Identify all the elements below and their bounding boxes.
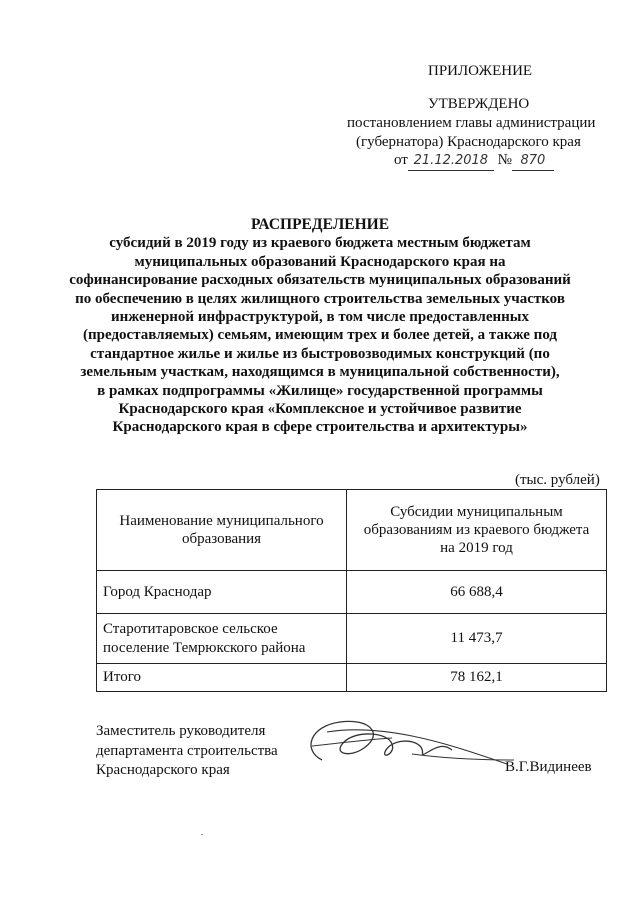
subsidy-value: 11 473,7: [347, 614, 607, 664]
position-line: Краснодарского края: [96, 762, 230, 778]
header-text: Субсидии муниципальным: [390, 504, 563, 520]
title-line: (предоставляемых) семьям, имеющим трех и более детей, а также под: [83, 327, 557, 344]
handwritten-signature: [292, 708, 522, 780]
position-line: департамента строительства: [96, 742, 278, 759]
approval-line-1: постановлением главы администрации: [347, 115, 596, 131]
from-label: от: [394, 152, 408, 168]
signatory-name: В.Г.Видинеев: [505, 759, 592, 775]
title-line: субсидий в 2019 году из краевого бюджета местным бюджетам: [109, 235, 531, 252]
approval-number: 870: [512, 151, 554, 171]
subsidy-value: 66 688,4: [347, 571, 607, 614]
column-header-municipality: [97, 490, 347, 571]
title-line: Краснодарского края в сфере строительства и архитектуры»: [112, 419, 528, 436]
scan-speck: [201, 834, 203, 835]
header-text: образования: [181, 531, 262, 547]
title-line: муниципальных образований Краснодарского края на: [134, 253, 506, 270]
title-heading: РАСПРЕДЕЛЕНИЕ: [250, 216, 390, 233]
municipality-name: [97, 614, 347, 664]
units-label: (тыс. рублей): [515, 472, 600, 488]
table-row-total: [97, 664, 607, 692]
header-text: на 2019 год: [440, 540, 513, 556]
column-header-subsidy: [347, 490, 607, 571]
subsidy-table: [96, 489, 607, 692]
title-line: земельным участкам, находящимся в муниципальной собственности),: [80, 364, 560, 381]
title-line: стандартное жилье и жилье из быстровозводимых конструкций (по: [90, 345, 550, 362]
municipality-name: Город Краснодар: [97, 571, 347, 614]
title-line: инженерной инфраструктурой, в том числе предоставленных: [111, 309, 529, 326]
number-sign: №: [497, 152, 512, 168]
approved-label: УТВЕРЖДЕНО: [428, 96, 530, 112]
table-row: [97, 571, 607, 614]
signatory-position: [96, 722, 278, 781]
title-line: софинансирование расходных обязательств муниципальных образований: [69, 272, 571, 289]
appendix-label: ПРИЛОЖЕНИЕ: [428, 63, 533, 79]
table-row: [97, 614, 607, 664]
title-line: по обеспечению в целях жилищного строительства земельных участков: [75, 290, 565, 307]
document-title: [30, 216, 610, 437]
total-label: Итого: [97, 664, 347, 692]
title-line: Краснодарского края «Комплексное и устойчивое развитие: [118, 401, 522, 418]
name-line: поселение Темрюкского района: [103, 639, 306, 656]
total-value: 78 162,1: [347, 664, 607, 692]
approval-date-line: [394, 151, 554, 171]
title-line: в рамках подпрограммы «Жилище» государственной программы: [97, 382, 543, 399]
header-text: Наименование муниципального: [119, 513, 324, 529]
name-line: Старотитаровское сельское: [103, 620, 278, 637]
approval-date: 21.12.2018: [408, 151, 494, 171]
table-header-row: [97, 490, 607, 571]
header-text: образованиям из краевого бюджета: [363, 522, 590, 538]
approval-line-2: (губернатора) Краснодарского края: [356, 134, 581, 150]
position-line: Заместитель руководителя: [96, 723, 266, 739]
